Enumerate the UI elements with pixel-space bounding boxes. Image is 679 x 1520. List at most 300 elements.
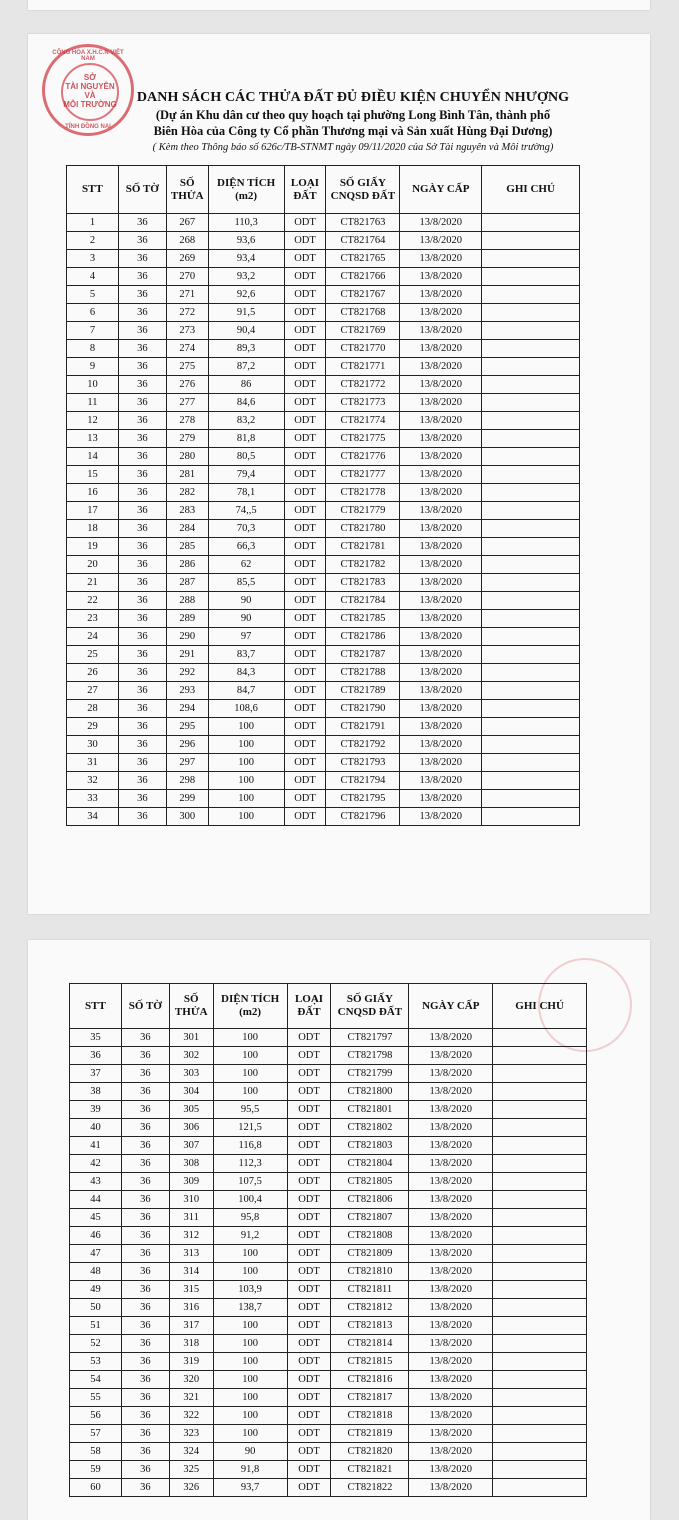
header-dien-tich: DIỆN TÍCH (m2) <box>213 984 287 1029</box>
cell-so-thua: 291 <box>166 646 208 664</box>
table-row <box>67 664 580 682</box>
cell-so-to: 36 <box>121 1389 169 1407</box>
header-stt: STT <box>70 984 122 1029</box>
document-page-1 <box>28 34 650 914</box>
cell-loai-dat: ODT <box>284 214 326 232</box>
cell-dien-tich: 90,4 <box>208 322 284 340</box>
cell-dien-tich: 84,7 <box>208 682 284 700</box>
cell-ngay-cap: 13/8/2020 <box>409 1173 493 1191</box>
cell-so-to: 36 <box>118 448 166 466</box>
cell-so-to: 36 <box>121 1191 169 1209</box>
cell-ngay-cap: 13/8/2020 <box>409 1083 493 1101</box>
cell-so-giay: CT821821 <box>331 1461 409 1479</box>
cell-so-thua: 274 <box>166 340 208 358</box>
cell-so-giay: CT821775 <box>326 430 400 448</box>
cell-dien-tich: 100 <box>213 1389 287 1407</box>
cell-so-thua: 279 <box>166 430 208 448</box>
cell-loai-dat: ODT <box>287 1281 331 1299</box>
cell-so-thua: 294 <box>166 700 208 718</box>
cell-ngay-cap: 13/8/2020 <box>409 1389 493 1407</box>
cell-so-giay: CT821799 <box>331 1065 409 1083</box>
cell-so-thua: 313 <box>169 1245 213 1263</box>
cell-dien-tich: 100 <box>208 790 284 808</box>
table-row <box>67 700 580 718</box>
cell-so-to: 36 <box>121 1101 169 1119</box>
cell-so-to: 36 <box>121 1119 169 1137</box>
cell-so-to: 36 <box>121 1245 169 1263</box>
cell-loai-dat: ODT <box>284 448 326 466</box>
cell-stt: 50 <box>70 1299 122 1317</box>
cell-so-to: 36 <box>118 358 166 376</box>
cell-so-giay: CT821787 <box>326 646 400 664</box>
cell-loai-dat: ODT <box>284 628 326 646</box>
table-row <box>67 232 580 250</box>
cell-loai-dat: ODT <box>284 304 326 322</box>
cell-so-to: 36 <box>118 268 166 286</box>
cell-ngay-cap: 13/8/2020 <box>400 682 482 700</box>
cell-stt: 10 <box>67 376 119 394</box>
cell-so-to: 36 <box>118 610 166 628</box>
cell-ghi-chu <box>493 1443 587 1461</box>
cell-so-thua: 271 <box>166 286 208 304</box>
cell-so-to: 36 <box>118 430 166 448</box>
cell-so-thua: 298 <box>166 772 208 790</box>
header-so-giay: SỐ GIẤY CNQSD ĐẤT <box>326 166 400 214</box>
cell-so-thua: 267 <box>166 214 208 232</box>
cell-ngay-cap: 13/8/2020 <box>400 718 482 736</box>
seal-ring-bottom-text: TỈNH ĐỒNG NAI <box>65 124 111 130</box>
cell-so-to: 36 <box>118 412 166 430</box>
cell-ngay-cap: 13/8/2020 <box>400 322 482 340</box>
header-so-to: SỐ TỜ <box>118 166 166 214</box>
table-row <box>67 304 580 322</box>
cell-ngay-cap: 13/8/2020 <box>409 1137 493 1155</box>
table-row <box>67 484 580 502</box>
cell-stt: 46 <box>70 1227 122 1245</box>
table-row <box>70 1083 587 1101</box>
cell-ghi-chu <box>493 1119 587 1137</box>
cell-so-thua: 305 <box>169 1101 213 1119</box>
cell-stt: 19 <box>67 538 119 556</box>
cell-so-to: 36 <box>118 808 166 826</box>
cell-stt: 2 <box>67 232 119 250</box>
cell-so-giay: CT821807 <box>331 1209 409 1227</box>
cell-so-giay: CT821803 <box>331 1137 409 1155</box>
table-row <box>70 1353 587 1371</box>
cell-ngay-cap: 13/8/2020 <box>400 448 482 466</box>
cell-stt: 56 <box>70 1407 122 1425</box>
table-row <box>70 1209 587 1227</box>
cell-dien-tich: 107,5 <box>213 1173 287 1191</box>
cell-ngay-cap: 13/8/2020 <box>400 466 482 484</box>
cell-dien-tich: 62 <box>208 556 284 574</box>
cell-ghi-chu <box>493 1245 587 1263</box>
table-row <box>70 1461 587 1479</box>
cell-dien-tich: 87,2 <box>208 358 284 376</box>
cell-ghi-chu <box>493 1065 587 1083</box>
cell-so-thua: 316 <box>169 1299 213 1317</box>
cell-so-thua: 272 <box>166 304 208 322</box>
cell-ngay-cap: 13/8/2020 <box>409 1371 493 1389</box>
cell-loai-dat: ODT <box>287 1119 331 1137</box>
cell-ghi-chu <box>482 430 580 448</box>
cell-stt: 33 <box>67 790 119 808</box>
cell-so-thua: 309 <box>169 1173 213 1191</box>
cell-so-giay: CT821798 <box>331 1047 409 1065</box>
cell-ngay-cap: 13/8/2020 <box>400 646 482 664</box>
cell-loai-dat: ODT <box>287 1461 331 1479</box>
cell-ghi-chu <box>482 700 580 718</box>
cell-stt: 35 <box>70 1029 122 1047</box>
cell-so-giay: CT821764 <box>326 232 400 250</box>
cell-so-giay: CT821800 <box>331 1083 409 1101</box>
cell-dien-tich: 100 <box>213 1029 287 1047</box>
cell-stt: 48 <box>70 1263 122 1281</box>
cell-so-giay: CT821784 <box>326 592 400 610</box>
cell-ghi-chu <box>482 592 580 610</box>
cell-dien-tich: 116,8 <box>213 1137 287 1155</box>
cell-stt: 54 <box>70 1371 122 1389</box>
cell-ghi-chu <box>482 808 580 826</box>
cell-ngay-cap: 13/8/2020 <box>409 1461 493 1479</box>
cell-so-thua: 283 <box>166 502 208 520</box>
cell-stt: 21 <box>67 574 119 592</box>
cell-ghi-chu <box>482 376 580 394</box>
table-row <box>70 1281 587 1299</box>
cell-loai-dat: ODT <box>287 1029 331 1047</box>
cell-so-to: 36 <box>121 1083 169 1101</box>
cell-loai-dat: ODT <box>287 1173 331 1191</box>
cell-ghi-chu <box>482 628 580 646</box>
document-subtitle-line2: Biên Hòa của Công ty Cổ phần Thương mại và Sản xuất Hùng Đại Dương) <box>153 124 553 138</box>
table-row <box>70 1029 587 1047</box>
cell-loai-dat: ODT <box>287 1209 331 1227</box>
table-row <box>67 736 580 754</box>
cell-loai-dat: ODT <box>284 772 326 790</box>
cell-stt: 30 <box>67 736 119 754</box>
cell-so-thua: 311 <box>169 1209 213 1227</box>
cell-loai-dat: ODT <box>284 412 326 430</box>
cell-so-giay: CT821772 <box>326 376 400 394</box>
table-row <box>67 610 580 628</box>
cell-so-to: 36 <box>118 556 166 574</box>
table-row <box>67 376 580 394</box>
cell-so-thua: 324 <box>169 1443 213 1461</box>
cell-so-giay: CT821806 <box>331 1191 409 1209</box>
table-header-row <box>67 166 580 214</box>
cell-loai-dat: ODT <box>284 808 326 826</box>
cell-so-to: 36 <box>121 1281 169 1299</box>
cell-dien-tich: 100 <box>213 1353 287 1371</box>
cell-dien-tich: 84,6 <box>208 394 284 412</box>
table-row <box>70 1371 587 1389</box>
cell-stt: 20 <box>67 556 119 574</box>
cell-so-to: 36 <box>118 340 166 358</box>
cell-so-to: 36 <box>118 790 166 808</box>
cell-dien-tich: 100 <box>213 1083 287 1101</box>
cell-stt: 32 <box>67 772 119 790</box>
table-row <box>67 574 580 592</box>
cell-ngay-cap: 13/8/2020 <box>400 286 482 304</box>
table-row <box>70 1101 587 1119</box>
cell-ghi-chu <box>493 1479 587 1497</box>
cell-so-thua: 268 <box>166 232 208 250</box>
cell-stt: 13 <box>67 430 119 448</box>
cell-loai-dat: ODT <box>287 1137 331 1155</box>
cell-stt: 40 <box>70 1119 122 1137</box>
cell-so-thua: 307 <box>169 1137 213 1155</box>
table-row <box>70 1407 587 1425</box>
cell-loai-dat: ODT <box>284 718 326 736</box>
cell-ghi-chu <box>482 448 580 466</box>
cell-ngay-cap: 13/8/2020 <box>400 556 482 574</box>
seal-inner-line: SỞ <box>83 73 97 83</box>
cell-ngay-cap: 13/8/2020 <box>409 1047 493 1065</box>
cell-ngay-cap: 13/8/2020 <box>400 340 482 358</box>
table-row <box>67 340 580 358</box>
cell-loai-dat: ODT <box>287 1317 331 1335</box>
table-row <box>70 1335 587 1353</box>
cell-so-to: 36 <box>121 1461 169 1479</box>
cell-so-thua: 297 <box>166 754 208 772</box>
cell-loai-dat: ODT <box>284 286 326 304</box>
cell-ghi-chu <box>482 340 580 358</box>
cell-so-to: 36 <box>118 466 166 484</box>
cell-so-giay: CT821777 <box>326 466 400 484</box>
cell-ngay-cap: 13/8/2020 <box>409 1263 493 1281</box>
cell-loai-dat: ODT <box>284 376 326 394</box>
cell-loai-dat: ODT <box>284 520 326 538</box>
cell-so-giay: CT821819 <box>331 1425 409 1443</box>
cell-so-thua: 308 <box>169 1155 213 1173</box>
cell-loai-dat: ODT <box>287 1065 331 1083</box>
cell-dien-tich: 93,4 <box>208 250 284 268</box>
cell-so-giay: CT821769 <box>326 322 400 340</box>
cell-dien-tich: 100 <box>213 1065 287 1083</box>
cell-dien-tich: 95,8 <box>213 1209 287 1227</box>
table-row <box>67 412 580 430</box>
cell-stt: 12 <box>67 412 119 430</box>
cell-so-thua: 310 <box>169 1191 213 1209</box>
cell-stt: 37 <box>70 1065 122 1083</box>
cell-so-to: 36 <box>121 1227 169 1245</box>
cell-so-to: 36 <box>121 1335 169 1353</box>
cell-ngay-cap: 13/8/2020 <box>409 1443 493 1461</box>
cell-so-thua: 321 <box>169 1389 213 1407</box>
cell-stt: 8 <box>67 340 119 358</box>
cell-stt: 1 <box>67 214 119 232</box>
cell-so-giay: CT821797 <box>331 1029 409 1047</box>
cell-dien-tich: 100 <box>208 718 284 736</box>
cell-so-thua: 325 <box>169 1461 213 1479</box>
cell-dien-tich: 100 <box>208 808 284 826</box>
cell-ghi-chu <box>493 1425 587 1443</box>
cell-stt: 47 <box>70 1245 122 1263</box>
table-row <box>67 556 580 574</box>
table-row <box>70 1155 587 1173</box>
cell-ghi-chu <box>493 1083 587 1101</box>
cell-so-to: 36 <box>118 304 166 322</box>
cell-stt: 52 <box>70 1335 122 1353</box>
cell-ghi-chu <box>482 268 580 286</box>
cell-ngay-cap: 13/8/2020 <box>409 1479 493 1497</box>
cell-so-giay: CT821771 <box>326 358 400 376</box>
cell-so-to: 36 <box>118 322 166 340</box>
table-row <box>70 1299 587 1317</box>
cell-ngay-cap: 13/8/2020 <box>400 754 482 772</box>
table-row <box>67 286 580 304</box>
cell-loai-dat: ODT <box>287 1263 331 1281</box>
document-page-2 <box>28 940 650 1520</box>
cell-stt: 42 <box>70 1155 122 1173</box>
cell-ngay-cap: 13/8/2020 <box>400 214 482 232</box>
cell-loai-dat: ODT <box>287 1335 331 1353</box>
cell-loai-dat: ODT <box>284 736 326 754</box>
cell-stt: 58 <box>70 1443 122 1461</box>
cell-so-thua: 275 <box>166 358 208 376</box>
table-row <box>67 520 580 538</box>
cell-ngay-cap: 13/8/2020 <box>400 412 482 430</box>
cell-so-thua: 288 <box>166 592 208 610</box>
cell-so-giay: CT821788 <box>326 664 400 682</box>
cell-loai-dat: ODT <box>284 556 326 574</box>
cell-loai-dat: ODT <box>284 664 326 682</box>
cell-stt: 29 <box>67 718 119 736</box>
cell-dien-tich: 93,2 <box>208 268 284 286</box>
cell-ngay-cap: 13/8/2020 <box>400 232 482 250</box>
cell-dien-tich: 100 <box>208 772 284 790</box>
cell-dien-tich: 100 <box>213 1371 287 1389</box>
table-row <box>67 214 580 232</box>
previous-page-edge <box>28 0 650 10</box>
cell-ghi-chu <box>482 646 580 664</box>
cell-ngay-cap: 13/8/2020 <box>400 592 482 610</box>
cell-ghi-chu <box>493 1371 587 1389</box>
cell-stt: 53 <box>70 1353 122 1371</box>
header-ngay-cap: NGÀY CẤP <box>409 984 493 1029</box>
cell-ghi-chu <box>482 538 580 556</box>
cell-so-to: 36 <box>121 1065 169 1083</box>
header-ghi-chu: GHI CHÚ <box>482 166 580 214</box>
cell-dien-tich: 97 <box>208 628 284 646</box>
table-body-page2 <box>70 1029 587 1497</box>
cell-dien-tich: 74,,5 <box>208 502 284 520</box>
cell-dien-tich: 121,5 <box>213 1119 287 1137</box>
cell-loai-dat: ODT <box>284 592 326 610</box>
cell-ghi-chu <box>482 556 580 574</box>
cell-dien-tich: 100 <box>213 1245 287 1263</box>
cell-dien-tich: 84,3 <box>208 664 284 682</box>
cell-dien-tich: 86 <box>208 376 284 394</box>
cell-dien-tich: 93,7 <box>213 1479 287 1497</box>
cell-dien-tich: 108,6 <box>208 700 284 718</box>
cell-ngay-cap: 13/8/2020 <box>400 304 482 322</box>
cell-so-thua: 276 <box>166 376 208 394</box>
cell-dien-tich: 110,3 <box>208 214 284 232</box>
cell-so-thua: 322 <box>169 1407 213 1425</box>
cell-so-thua: 299 <box>166 790 208 808</box>
cell-ngay-cap: 13/8/2020 <box>400 808 482 826</box>
cell-ghi-chu <box>482 772 580 790</box>
cell-so-to: 36 <box>121 1047 169 1065</box>
cell-ngay-cap: 13/8/2020 <box>409 1227 493 1245</box>
cell-so-thua: 320 <box>169 1371 213 1389</box>
cell-ghi-chu <box>482 394 580 412</box>
cell-so-giay: CT821776 <box>326 448 400 466</box>
cell-ngay-cap: 13/8/2020 <box>400 538 482 556</box>
cell-loai-dat: ODT <box>284 268 326 286</box>
cell-stt: 34 <box>67 808 119 826</box>
cell-loai-dat: ODT <box>284 430 326 448</box>
table-row <box>67 394 580 412</box>
cell-so-thua: 292 <box>166 664 208 682</box>
cell-ghi-chu <box>493 1227 587 1245</box>
cell-so-to: 36 <box>118 286 166 304</box>
cell-stt: 4 <box>67 268 119 286</box>
cell-loai-dat: ODT <box>287 1479 331 1497</box>
cell-so-giay: CT821789 <box>326 682 400 700</box>
cell-dien-tich: 103,9 <box>213 1281 287 1299</box>
table-row <box>70 1479 587 1497</box>
cell-so-giay: CT821770 <box>326 340 400 358</box>
cell-so-to: 36 <box>118 736 166 754</box>
table-row <box>67 268 580 286</box>
table-row <box>70 1191 587 1209</box>
cell-dien-tich: 100 <box>213 1263 287 1281</box>
cell-ghi-chu <box>493 1137 587 1155</box>
cell-ngay-cap: 13/8/2020 <box>409 1101 493 1119</box>
cell-ngay-cap: 13/8/2020 <box>409 1245 493 1263</box>
cell-ghi-chu <box>482 664 580 682</box>
cell-dien-tich: 100 <box>213 1335 287 1353</box>
cell-so-thua: 306 <box>169 1119 213 1137</box>
cell-loai-dat: ODT <box>284 250 326 268</box>
cell-ghi-chu <box>482 358 580 376</box>
cell-so-to: 36 <box>121 1479 169 1497</box>
cell-loai-dat: ODT <box>287 1083 331 1101</box>
cell-so-giay: CT821763 <box>326 214 400 232</box>
cell-so-to: 36 <box>118 214 166 232</box>
cell-ghi-chu <box>493 1155 587 1173</box>
cell-so-giay: CT821822 <box>331 1479 409 1497</box>
table-row <box>67 754 580 772</box>
cell-so-giay: CT821794 <box>326 772 400 790</box>
cell-ghi-chu <box>493 1263 587 1281</box>
cell-so-thua: 270 <box>166 268 208 286</box>
cell-so-to: 36 <box>118 574 166 592</box>
cell-ngay-cap: 13/8/2020 <box>409 1155 493 1173</box>
cell-so-giay: CT821813 <box>331 1317 409 1335</box>
table-row <box>70 1227 587 1245</box>
cell-dien-tich: 66,3 <box>208 538 284 556</box>
cell-dien-tich: 100 <box>213 1425 287 1443</box>
cell-so-thua: 290 <box>166 628 208 646</box>
cell-ghi-chu <box>482 214 580 232</box>
cell-stt: 51 <box>70 1317 122 1335</box>
cell-so-thua: 269 <box>166 250 208 268</box>
cell-stt: 59 <box>70 1461 122 1479</box>
cell-ngay-cap: 13/8/2020 <box>409 1317 493 1335</box>
cell-ngay-cap: 13/8/2020 <box>400 358 482 376</box>
cell-ghi-chu <box>482 304 580 322</box>
cell-so-giay: CT821774 <box>326 412 400 430</box>
cell-dien-tich: 100 <box>213 1317 287 1335</box>
cell-so-thua: 284 <box>166 520 208 538</box>
cell-loai-dat: ODT <box>287 1101 331 1119</box>
cell-ghi-chu <box>493 1335 587 1353</box>
cell-so-to: 36 <box>121 1353 169 1371</box>
table-row <box>70 1317 587 1335</box>
